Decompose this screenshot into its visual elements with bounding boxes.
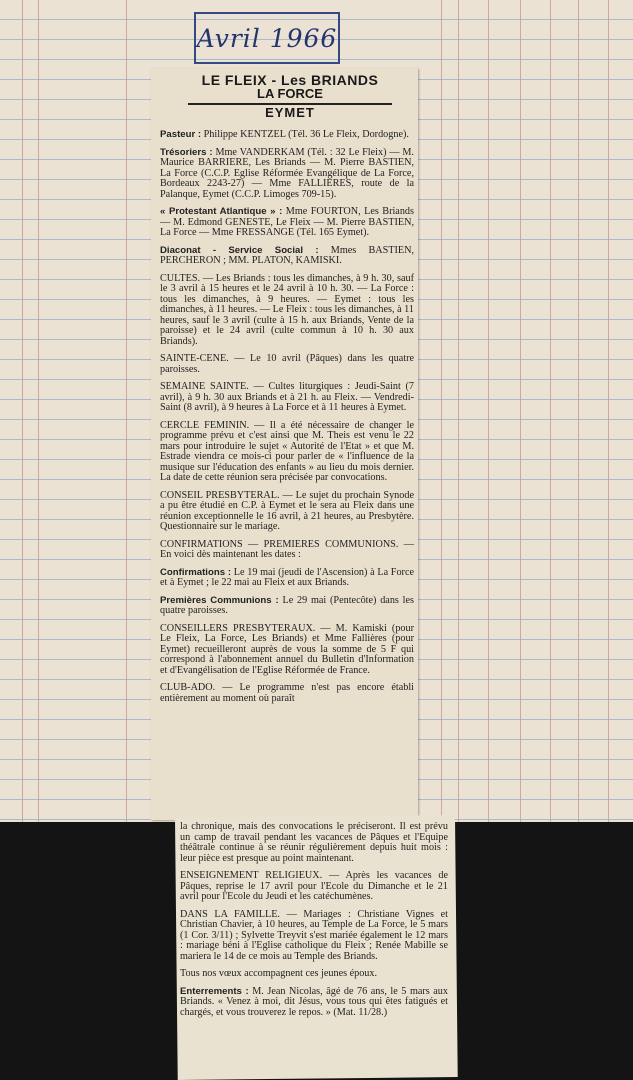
ledger-column-line [488, 0, 489, 822]
paragraph-text: CLUB-ADO. — Le programme n'est pas encore établi entièrement au moment où paraît [160, 682, 414, 704]
ledger-column-line [38, 0, 39, 822]
article-paragraph [180, 987, 448, 1019]
clipping-body-lower [180, 822, 448, 1025]
article-paragraph [160, 683, 414, 704]
paragraph-text: CONSEIL PRESBYTERAL. — Le sujet du prochain Synode a pu être étudié en C.P. à Eymet et le sera au Fleix dans une réunion exceptionnelle le 16 avril, à 21 heures, au Presbytère. Questionnaire sur le mariage. [160, 489, 414, 532]
paragraph-text: Mme FOURTON, Les Briands — M. Edmond GENESTE, Le Fleix — M. Pierre BASTIEN, La Force — Mme FRESSANGE (Tél. 165 Eymet). [160, 206, 414, 238]
ledger-column-line [608, 0, 609, 822]
article-paragraph [180, 871, 448, 903]
masthead-line-2: LA FORCE [257, 86, 323, 101]
article-paragraph [160, 491, 414, 533]
paragraph-lead: Pasteur : [160, 129, 202, 140]
article-paragraph [160, 624, 414, 677]
ledger-column-line [126, 0, 127, 822]
paragraph-text: Le 19 mai (jeudi de l'Ascension) à La Force et à Eymet ; le 22 mai au Fleix et aux Briands. [160, 566, 414, 588]
paragraph-text: SEMAINE SAINTE. — Cultes liturgiques : Jeudi-Saint (7 avril), à 9 h. 30 aux Briands et à 21 h. au Fleix. — Vendredi-Saint (8 avril), à 9 heures à La Force et à 11 heures à Eymet. [160, 381, 414, 413]
paragraph-text: CERCLE FEMININ. — Il a été nécessaire de changer le programme prévu et c'est ainsi que M. Theis est venu le 22 mars pour introduire le sujet « Autorité de l'Etat » et que M. Estrade viendra ce mois-ci pour parler de « l'influence de la musique sur l'éducation des enfants » au lieu du mois dernier. La date de cette réunion sera précisée par convocations. [160, 419, 414, 483]
handwritten-date: Avril 1966 [194, 12, 340, 64]
article-paragraph [160, 596, 414, 617]
paragraph-text: SAINTE-CENE. — Le 10 avril (Pâques) dans les quatre paroisses. [160, 353, 414, 375]
article-paragraph [160, 382, 414, 414]
clipping-masthead [170, 73, 410, 120]
article-paragraph [180, 969, 448, 980]
article-paragraph [160, 207, 414, 239]
paragraph-lead: Enterrements : [180, 985, 249, 997]
article-paragraph [160, 540, 414, 561]
paragraph-lead: Trésoriers : [160, 146, 213, 158]
article-paragraph [160, 421, 414, 484]
paragraph-lead: « Protestant Atlantique » : [160, 206, 283, 217]
paragraph-text: ENSEIGNEMENT RELIGIEUX. — Après les vacances de Pâques, reprise le 17 avril pour l'Ecole du Dimanche et le 21 avril pour l'Ecole du Jeudi et les catéchumènes. [180, 870, 448, 902]
article-paragraph [180, 822, 448, 864]
article-paragraph [160, 130, 414, 141]
paragraph-text: M. Jean Nicolas, âgé de 76 ans, le 5 mars aux Briands. « Venez à moi, dit Jésus, vous tous qui êtes fatigués et chargés, et vous trouverez le repos. » (Mat. 11/28.) [180, 985, 448, 1018]
ledger-column-line [578, 0, 579, 822]
article-paragraph [160, 568, 414, 589]
article-paragraph [160, 246, 414, 267]
ledger-column-line [550, 0, 551, 822]
article-paragraph [180, 910, 448, 963]
paragraph-text: DANS LA FAMILLE. — Mariages : Christiane Vignes et Christian Chavier, à 10 heures, au Temple de La Force, le 5 mars (1 Cor. 3/11) ; Sylvette Treyvit s'est mariée également le 12 mars : mariage béni à l'Eglise catholique du Fleix ; Renée Mabille se mariera le 14 de ce mois au Temple des Briands. [180, 908, 448, 962]
paragraph-text: la chronique, mais des convocations le préciseront. Il est prévu un camp de travail pendant les vacances de Pâques et l'Equipe théâtrale continue à se réunir régulièrement depuis huit mois : leur pièce est presque au point maintenant. [180, 821, 448, 864]
ledger-column-line [520, 0, 521, 822]
ledger-column-line [458, 0, 459, 822]
clipping-body-upper [160, 130, 414, 711]
paragraph-text: CULTES. — Les Briands : tous les dimanches, à 9 h. 30, sauf le 3 avril à 15 heures et le 24 avril à 10 h. 30. — La Force : tous les dimanches, à 9 heures. — Eymet : tous les dimanches, à 11 heures. — Le Fleix : tous les dimanches, à 11 heures, sauf le 3 avril (culte à 15 h. aux Briands, Vente de la paroisse) et le 24 avril (culte commun à 10 h. 30 aux Briands). [160, 272, 414, 347]
paragraph-text: CONSEILLERS PRESBYTERAUX. — M. Kamiski (pour Le Fleix, La Force, Les Briands) et Mme Fallières (pour Eymet) recueilleront auprès de vous la somme de 5 F qui correspond à l'abonnement annuel du Bulletin d'Information et d'Evangélisation de l'Eglise Réformée de France. [160, 622, 414, 676]
ledger-column-line [441, 0, 442, 822]
article-paragraph [160, 148, 414, 201]
article-paragraph [160, 274, 414, 348]
paragraph-text: Mmes BASTIEN, PERCHERON ; MM. PLATON, KAMISKI. [160, 244, 415, 266]
paragraph-lead: Diaconat - Service Social : [160, 244, 319, 256]
masthead-line-3: EYMET [265, 105, 315, 120]
masthead-line-1: LE FLEIX - Les BRIANDS [201, 72, 379, 88]
paragraph-text: Philippe KENTZEL (Tél. 36 Le Fleix, Dordogne). [201, 129, 409, 140]
paragraph-text: Tous nos vœux accompagnent ces jeunes époux. [180, 968, 378, 979]
paragraph-lead: Confirmations : [160, 566, 232, 578]
article-paragraph [160, 354, 414, 375]
paragraph-text: Le 29 mai (Pentecôte) dans les quatre paroisses. [160, 594, 414, 616]
paragraph-lead: Premières Communions : [160, 594, 279, 606]
paragraph-text: CONFIRMATIONS — PREMIERES COMMUNIONS. — En voici dès maintenant les dates : [160, 538, 414, 560]
paragraph-text: Mme VANDERKAM (Tél. : 32 Le Fleix) — M. Maurice BARRIERE, Les Briands — M. Pierre BASTIEN, La Force (C.C.P. Eglise Réformée Evangélique de La Force, Bordeaux 2243-27) — Mme FALLIERES, route de la Palanque, Eymet (C.C.P. Limoges 709-15). [160, 146, 414, 200]
